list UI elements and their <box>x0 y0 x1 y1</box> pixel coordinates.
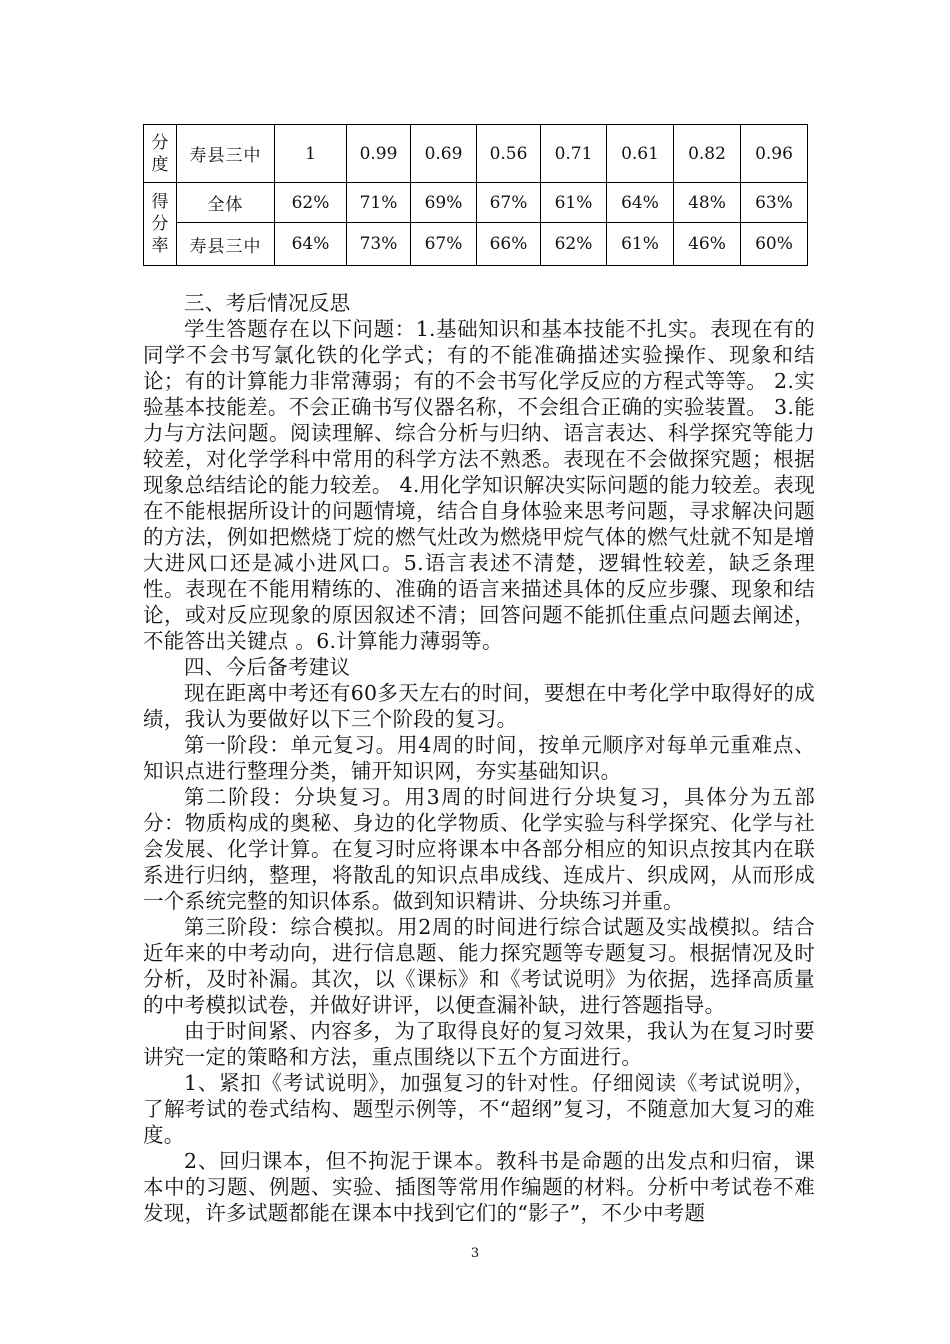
table-cell: 0.56 <box>477 125 541 183</box>
table-cell: 61% <box>607 223 674 266</box>
row-group-label: 得分率 <box>144 183 177 266</box>
table-cell: 0.69 <box>411 125 477 183</box>
table-cell: 46% <box>674 223 741 266</box>
table-row <box>144 223 808 266</box>
paragraph: 第三阶段：综合模拟。用2周的时间进行综合试题及实战模拟。结合近年来的中考动向，进行信息题、能力探究题等专题复习。根据情况及时分析，及时补漏。其次，以《课标》和《考试说明》为依据，选择高质量的中考模拟试卷，并做好讲评，以便查漏补缺，进行答题指导。 <box>143 915 815 1017</box>
table-cell: 0.96 <box>741 125 808 183</box>
table-cell: 48% <box>674 183 741 223</box>
body-text <box>143 290 815 1226</box>
table-cell: 66% <box>477 223 541 266</box>
paragraph: 2、回归课本，但不拘泥于课本。教科书是命题的出发点和归宿，课本中的习题、例题、实验、插图等常用作编题的材料。分析中考试卷不难发现，许多试题都能在课本中找到它们的“影子”，不少中考题 <box>143 1149 815 1225</box>
page-number: 3 <box>470 1246 480 1261</box>
table-cell: 0.71 <box>541 125 607 183</box>
section-heading: 四、今后备考建议 <box>184 655 351 679</box>
paragraph: 由于时间紧、内容多，为了取得良好的复习效果，我认为在复习时要讲究一定的策略和方法，重点围绕以下五个方面进行。 <box>143 1019 815 1069</box>
paragraph: 第二阶段：分块复习。用3周的时间进行分块复习，具体分为五部分：物质构成的奥秘、身边的化学物质、化学实验与科学探究、化学与社会发展、化学计算。在复习时应将课本中各部分相应的知识点按其内在联系进行归纳，整理，将散乱的知识点串成线、连成片、织成网，从而形成一个系统完整的知识体系。做到知识精讲、分块练习并重。 <box>143 785 815 913</box>
table-cell: 0.99 <box>347 125 411 183</box>
table-cell: 64% <box>275 223 347 266</box>
table-row <box>144 125 808 183</box>
table-cell: 63% <box>741 183 808 223</box>
row-label: 寿县三中 <box>177 223 275 266</box>
table-cell: 69% <box>411 183 477 223</box>
table-row <box>144 183 808 223</box>
table-cell: 60% <box>741 223 808 266</box>
row-label: 全体 <box>177 183 275 223</box>
table-cell: 71% <box>347 183 411 223</box>
score-table <box>143 124 808 266</box>
row-label: 寿县三中 <box>177 125 275 183</box>
table-cell: 67% <box>477 183 541 223</box>
table-cell: 1 <box>275 125 347 183</box>
table-cell: 62% <box>275 183 347 223</box>
paragraph: 1、紧扣《考试说明》，加强复习的针对性。仔细阅读《考试说明》，了解考试的卷式结构、题型示例等，不“超纲”复习，不随意加大复习的难度。 <box>143 1071 815 1147</box>
table-cell: 0.82 <box>674 125 741 183</box>
table-cell: 0.61 <box>607 125 674 183</box>
table-cell: 73% <box>347 223 411 266</box>
row-group-label: 分度 <box>144 125 177 183</box>
paragraph: 学生答题存在以下问题：1.基础知识和基本技能不扎实。表现在有的同学不会书写氯化铁的化学式；有的不能准确描述实验操作、现象和结论；有的计算能力非常薄弱；有的不会书写化学反应的方程式等等。 2.实验基本技能差。不会正确书写仪器名称，不会组合正确的实验装置。 3.能力与方法问题。阅读理解、综合分析与归纳、语言表达、科学探究等能力较差，对化学学科中常用的科学方法不熟悉。表现在不会做探究题；根据现象总结结论的能力较差。 4.用化学知识解决实际问题的能力较差。表现在不能根据所设计的问题情境，结合自身体验来思考问题，寻求解决问题的方法，例如把燃烧丁烷的燃气灶改为燃烧甲烷气体的燃气灶就不知是增大进风口还是减小进风口。5.语言表述不清楚，逻辑性较差，缺乏条理性。表现在不能用精练的、准确的语言来描述具体的反应步骤、现象和结论，或对反应现象的原因叙述不清；回答问题不能抓住重点问题去阐述，不能答出关键点 。6.计算能力薄弱等。 <box>143 317 815 653</box>
section-heading: 三、考后情况反思 <box>184 291 351 315</box>
table-cell: 62% <box>541 223 607 266</box>
paragraph: 第一阶段：单元复习。用4周的时间，按单元顺序对每单元重难点、知识点进行整理分类，铺开知识网，夯实基础知识。 <box>143 733 815 783</box>
table-cell: 67% <box>411 223 477 266</box>
table-cell: 61% <box>541 183 607 223</box>
paragraph: 现在距离中考还有60多天左右的时间，要想在中考化学中取得好的成绩，我认为要做好以下三个阶段的复习。 <box>143 681 815 731</box>
table-cell: 64% <box>607 183 674 223</box>
